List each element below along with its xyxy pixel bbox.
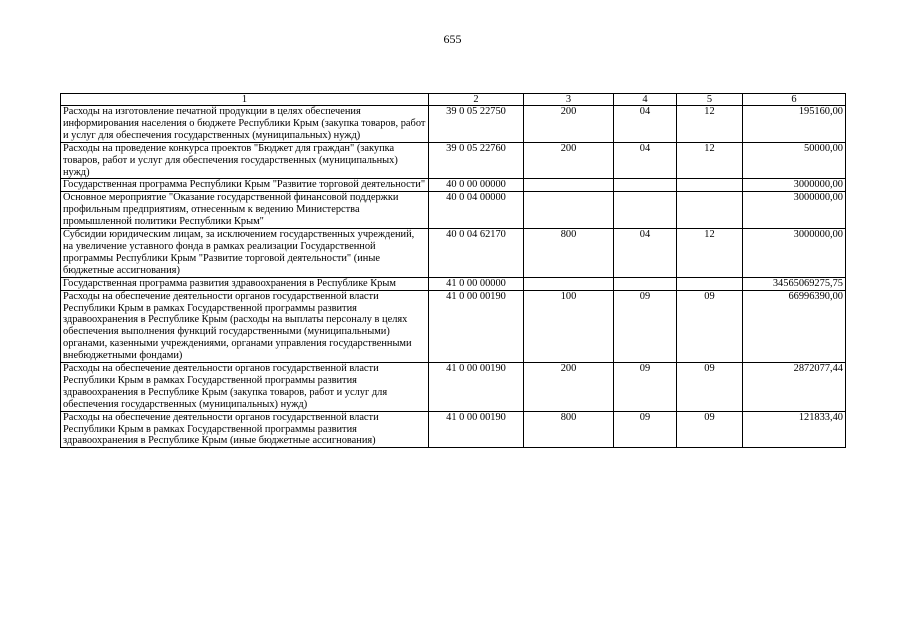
table-row (61, 106, 846, 143)
row-section: 09 (614, 411, 677, 448)
page-number: 655 (443, 32, 462, 46)
column-header: 1 (61, 94, 429, 106)
row-section (614, 179, 677, 192)
row-subsection: 09 (677, 290, 743, 362)
row-subsection: 09 (677, 411, 743, 448)
row-amount: 3000000,00 (743, 179, 846, 192)
column-header: 5 (677, 94, 743, 106)
row-description: Основное мероприятие "Оказание государственной финансовой поддержки профильным предприятиям, отнесенным к ведению Министерства промышленной политики Республики Крым" (61, 192, 429, 229)
row-section (614, 192, 677, 229)
row-subsection (677, 277, 743, 290)
row-section (614, 277, 677, 290)
table-row (61, 277, 846, 290)
row-expense-type: 200 (524, 106, 614, 143)
row-amount: 3000000,00 (743, 192, 846, 229)
row-amount: 66996390,00 (743, 290, 846, 362)
row-description: Субсидии юридическим лицам, за исключением государственных учреждений, на увеличение уставного фонда в рамках реализации Государственной программы Республики Крым "Развитие торговой деятельности" (иные бюджетные ассигнования) (61, 229, 429, 278)
column-header: 3 (524, 94, 614, 106)
budget-table (60, 93, 846, 448)
row-section: 09 (614, 290, 677, 362)
table-row (61, 192, 846, 229)
column-header: 4 (614, 94, 677, 106)
row-target-code: 40 0 04 62170 (429, 229, 524, 278)
row-amount: 34565069275,75 (743, 277, 846, 290)
row-expense-type: 800 (524, 411, 614, 448)
row-section: 04 (614, 229, 677, 278)
row-target-code: 39 0 05 22760 (429, 142, 524, 179)
table-row (61, 411, 846, 448)
row-amount: 2872077,44 (743, 363, 846, 412)
row-subsection: 12 (677, 142, 743, 179)
row-expense-type (524, 179, 614, 192)
row-target-code: 41 0 00 00190 (429, 363, 524, 412)
row-target-code: 40 0 00 00000 (429, 179, 524, 192)
table-header-row (61, 94, 846, 106)
row-expense-type (524, 277, 614, 290)
row-description: Государственная программа Республики Крым "Развитие торговой деятельности" (61, 179, 429, 192)
row-target-code: 41 0 00 00190 (429, 290, 524, 362)
row-expense-type: 800 (524, 229, 614, 278)
row-target-code: 41 0 00 00190 (429, 411, 524, 448)
table-row (61, 142, 846, 179)
row-description: Расходы на обеспечение деятельности органов государственной власти Республики Крым в рамках Государственной программы развития здравоохранения в Республике Крым (закупка товаров, работ и услуг для обеспечения государственных (муниципальных) нужд) (61, 363, 429, 412)
row-description: Государственная программа развития здравоохранения в Республике Крым (61, 277, 429, 290)
row-subsection (677, 192, 743, 229)
row-expense-type: 200 (524, 363, 614, 412)
row-description: Расходы на изготовление печатной продукции в целях обеспечения информирования населения о бюджете Республики Крым (закупка товаров, работ и услуг для обеспечения государственных (муниципальных) нужд) (61, 106, 429, 143)
row-section: 09 (614, 363, 677, 412)
column-header: 2 (429, 94, 524, 106)
row-expense-type (524, 192, 614, 229)
row-expense-type: 200 (524, 142, 614, 179)
row-subsection: 12 (677, 106, 743, 143)
row-section: 04 (614, 142, 677, 179)
row-target-code: 41 0 00 00000 (429, 277, 524, 290)
table-row (61, 179, 846, 192)
row-target-code: 40 0 04 00000 (429, 192, 524, 229)
row-subsection: 09 (677, 363, 743, 412)
row-section: 04 (614, 106, 677, 143)
row-expense-type: 100 (524, 290, 614, 362)
table-row (61, 290, 846, 362)
row-description: Расходы на проведение конкурса проектов "Бюджет для граждан" (закупка товаров, работ и услуг для обеспечения государственных (муниципальных) нужд) (61, 142, 429, 179)
row-amount: 195160,00 (743, 106, 846, 143)
row-amount: 3000000,00 (743, 229, 846, 278)
row-amount: 121833,40 (743, 411, 846, 448)
row-description: Расходы на обеспечение деятельности органов государственной власти Республики Крым в рамках Государственной программы развития здравоохранения в Республике Крым (иные бюджетные ассигнования) (61, 411, 429, 448)
row-subsection (677, 179, 743, 192)
row-description: Расходы на обеспечение деятельности органов государственной власти Республики Крым в рамках Государственной программы развития здравоохранения в Республике Крым (расходы на выплаты персоналу в целях обеспечения выполнения функций государственными (муниципальными) органами, казенными учреждениями, органами управления государственными внебюджетными фондами) (61, 290, 429, 362)
row-amount: 50000,00 (743, 142, 846, 179)
row-target-code: 39 0 05 22750 (429, 106, 524, 143)
table-row (61, 363, 846, 412)
row-subsection: 12 (677, 229, 743, 278)
column-header: 6 (743, 94, 846, 106)
table-row (61, 229, 846, 278)
